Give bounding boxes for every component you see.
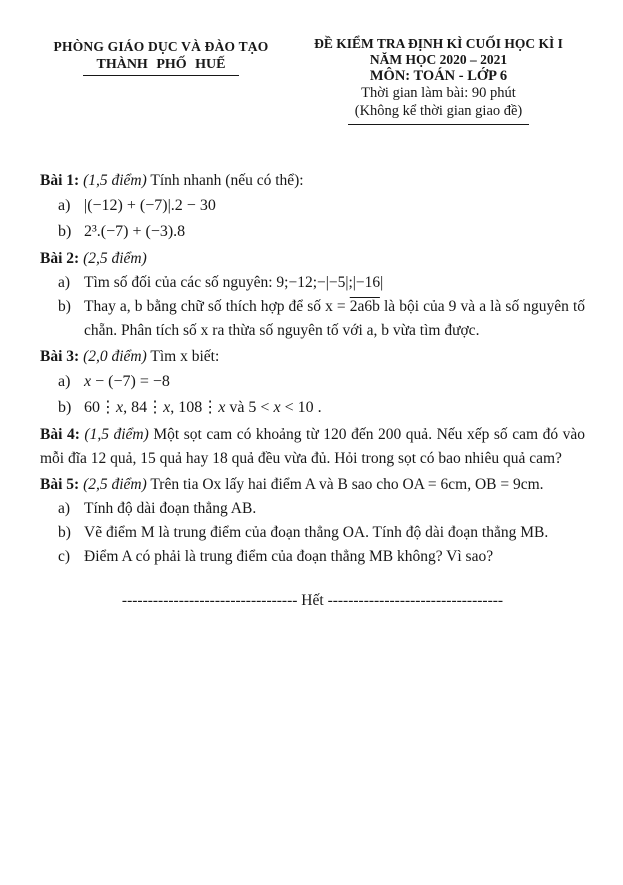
math-expression [84,395,585,421]
problem-3 [40,345,585,421]
item-marker: a) [58,500,71,517]
math-expression: 9;−12;−|−5|;|−16| [276,274,384,291]
problem-4-paragraph [40,423,585,471]
text-part: x [116,399,124,416]
overline-number: 2a6b [349,298,380,315]
duration-note: (Không kể thời gian giao đề) [348,102,530,125]
problem-4 [40,423,585,471]
problem-label: Bài 2: [40,250,80,267]
divider-dashes-right: ---------------------------------- [327,592,504,609]
problem-label: Bài 3: [40,348,80,365]
duration: Thời gian làm bài: 90 phút [361,85,516,101]
item-5c [58,545,585,569]
item-marker: b) [58,298,71,315]
text-part: x [218,399,226,416]
problem-2 [40,247,585,343]
authority-city: THÀNH PHỐ HUẾ [83,56,238,76]
item-5a [58,497,585,521]
school-year: NĂM HỌC 2020 – 2021 [369,52,508,67]
item-text: Tính độ dài đoạn thẳng AB. [84,500,257,517]
problem-3-header [40,345,585,369]
item-5b [58,521,585,545]
item-1b [58,219,585,245]
item-text [84,295,585,343]
item-2a [58,271,585,295]
text-part: , 84⋮ [123,399,164,416]
end-divider [40,592,585,610]
item-marker: c) [58,548,71,565]
problem-5 [40,473,585,569]
text-part: − (−7) = −8 [91,373,170,390]
problem-text: Một sọt cam có khoảng từ 120 đến 200 quả. Nếu xếp số cam đó vào mỗi đĩa 12 quả, 15 quả hay 18 quả đều vừa đủ. Hỏi trong sọt có bao nhiêu quả cam? [40,426,586,467]
math-expression [84,369,585,395]
text-part: , 108⋮ [170,399,219,416]
item-text [84,271,585,295]
problem-5-header [40,473,585,497]
problem-1 [40,169,585,245]
text-part: x [273,399,281,416]
item-marker: a) [58,197,71,214]
problem-intro: Tính nhanh (nếu có thể): [150,172,304,189]
problem-2-header [40,247,585,271]
item-text-tail: là bội của 9 và a là số nguyên tố chẵn. Phân tích số x ra thừa số nguyên tố với a, b vừa tìm được. [84,298,586,339]
item-marker: a) [58,274,71,291]
item-text: Điểm A có phải là trung điểm của đoạn thẳng MB không? Vì sao? [84,548,494,565]
text-part: < 10 . [280,399,322,416]
problem-label: Bài 1: [40,172,80,189]
item-1a [58,193,585,219]
item-2b [58,295,585,343]
problem-points: (2,5 điểm) [83,250,147,267]
problem-points: (2,5 điểm) [83,476,147,493]
item-marker: b) [58,524,71,541]
problem-1-header [40,169,585,193]
item-3a [58,369,585,395]
item-text-lead: Thay a, b bằng chữ số thích hợp để số x = [84,298,346,315]
problem-text: Trên tia Ox lấy hai điểm A và B sao cho OA = 6cm, OB = 9cm. [150,476,544,493]
problem-intro: Tìm x biết: [150,348,220,365]
end-label: Hết [301,592,324,609]
exam-title-block [292,36,585,125]
text-part: x [84,373,92,390]
issuing-authority-block [40,36,282,76]
exam-title: ĐỀ KIỂM TRA ĐỊNH KÌ CUỐI HỌC KÌ I [314,36,563,51]
math-expression: |(−12) + (−7)|.2 − 30 [84,197,216,214]
document-header [40,36,585,125]
item-marker: b) [58,399,72,416]
item-marker: b) [58,223,72,240]
exam-body [40,169,585,569]
text-part: 60⋮ [84,399,116,416]
subject-grade: MÔN: TOÁN - LỚP 6 [369,68,508,84]
problem-points: (1,5 điểm) [84,426,149,443]
item-text-lead: Tìm số đối của các số nguyên: [84,274,273,291]
item-text: Vẽ điểm M là trung điểm của đoạn thẳng OA. Tính độ dài đoạn thẳng MB. [84,524,549,541]
problem-points: (2,0 điểm) [83,348,147,365]
problem-points: (1,5 điểm) [83,172,147,189]
problem-label: Bài 5: [40,476,80,493]
item-3b [58,395,585,421]
math-expression: 2³.(−7) + (−3).8 [84,223,186,240]
item-marker: a) [58,373,71,390]
text-part: và 5 < [225,399,274,416]
divider-dashes-left: ---------------------------------- [121,592,298,609]
text-part: x [163,399,171,416]
authority-name: PHÒNG GIÁO DỤC VÀ ĐÀO TẠO [53,39,269,54]
problem-label: Bài 4: [40,426,80,443]
